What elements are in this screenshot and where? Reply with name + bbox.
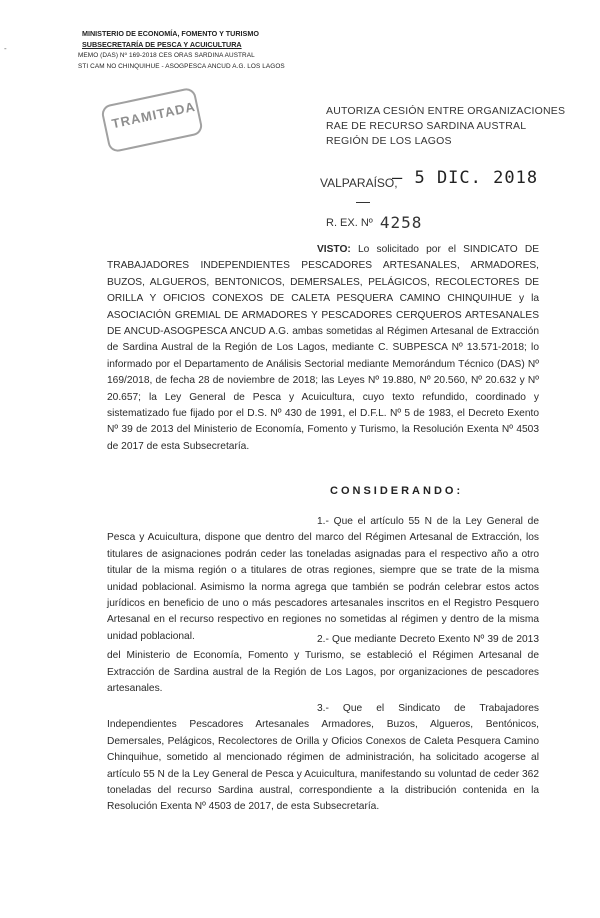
considerando-item-2 bbox=[107, 632, 539, 698]
resolution-mark bbox=[356, 202, 370, 203]
place-label: VALPARAÍSO, bbox=[320, 176, 398, 190]
document-date: – 5 DIC. 2018 bbox=[392, 168, 539, 188]
considerando-text: 1.- Que el artículo 55 N de la Ley General de Pesca y Acuicultura, dispone que dentro del marco del Régimen Artesanal de Extracción, los titulares de asignaciones podrán ceder las toneladas asignadas para el respectivo año a otro titular de la misma región o a titulares de otras regiones, siempre que se trate de la misma unidad poblacional. Asimismo la norma agrega que también se podrán celebrar estos actos jurídicos en beneficio de uno o más pescadores artesanales inscritos en el Registro Pesquero Artesanal en el recurso respectivo en regiones no sometidas al régimen y dentro de la misma unidad poblacional. bbox=[107, 516, 539, 642]
tramitada-stamp bbox=[100, 87, 204, 154]
memo-reference: MEMO (DAS) Nº 169-2018 CES ORAS SARDINA AUSTRAL bbox=[78, 52, 255, 59]
resolution-number bbox=[326, 211, 422, 230]
visto-label: VISTO: bbox=[317, 244, 351, 255]
resolution-value: 4258 bbox=[379, 213, 423, 232]
considerando-text: 2.- Que mediante Decreto Exento Nº 39 de 2013 del Ministerio de Economía, Fomento y Turismo, se estableció el Régimen Artesanal de Extracción de Sardina austral de la Región de Los Lagos, por organizaciones de pescadores artesanales. bbox=[107, 634, 539, 695]
considerando-item-3 bbox=[107, 701, 539, 816]
letterhead bbox=[78, 28, 318, 72]
considerando-title: CONSIDERANDO: bbox=[330, 485, 464, 497]
stamp-text: TRAMITADA bbox=[110, 98, 197, 132]
considerando-text: 3.- Que el Sindicato de Trabajadores Independientes Pescadores Artesanales Armadores, Buzos, Algueros, Bentónicos, Demersales, Pelágicos, Recolectores de Orilla y Oficios Conexos de Caleta Pesquera Camino Chinquihue, sometido al mencionado régimen de administración, ha solicitado acogerse al artículo 55 N de la Ley General de Pesca y Acuicultura, manifestando su voluntad de ceder 362 toneladas del recurso Sardina austral, correspondiente a la distribución contenida en la Resolución Exenta Nº 4503 de 2017, de esta Subsecretaría. bbox=[107, 703, 539, 813]
ministry-name: MINISTERIO DE ECONOMÍA, FOMENTO Y TURISMO bbox=[82, 29, 259, 38]
visto-section bbox=[107, 242, 539, 455]
visto-text: Lo solicitado por el SINDICATO DE TRABAJADORES INDEPENDIENTES PESCADORES ARTESANALES, ARMADORES, BUZOS, ALGUEROS, BENTONICOS, DEMERSALES, PELÁGICOS, RECOLECTORES DE ORILLA Y OFICIOS CONEXOS DE CALETA PESQUERA CAMINO CHINQUIHUE y la ASOCIACIÓN GREMIAL DE ARMADORES Y PESCADORES CERQUEROS ARTESANALES DE ANCUD-ASOGPESCA ANCUD A.G. ambas sometidas al Régimen Artesanal de Extracción de Sardina Austral de la Región de Los Lagos, mediante C. SUBPESCA Nº 13.571-2018; lo informado por el Departamento de Análisis Sectorial mediante Memorándum Técnico (DAS) Nº 169/2018, de fecha 28 de noviembre de 2018; las Leyes Nº 19.880, Nº 20.560, Nº 20.632 y Nº 20.657; la Ley General de Pesca y Acuicultura, cuyo texto refundido, coordinado y sistematizado fue fijado por el D.S. Nº 430 de 1991, el D.F.L. Nº 5 de 1983, el Decreto Exento Nº 39 de 2013 del Ministerio de Economía, Fomento y Turismo, la Resolución Exenta Nº 4503 de 2017 de esta Subsecretaría. bbox=[107, 244, 539, 452]
file-reference: STI CAM NO CHINQUIHUE - ASOGPESCA ANCUD A.G. LOS LAGOS bbox=[78, 63, 285, 70]
subsecretaria-name: SUBSECRETARÍA DE PESCA Y ACUICULTURA bbox=[82, 40, 242, 49]
considerando-item-1 bbox=[107, 514, 539, 645]
resolution-label: R. EX. Nº bbox=[326, 217, 373, 229]
document-subject: AUTORIZA CESIÓN ENTRE ORGANIZACIONES RAE DE RECURSO SARDINA AUSTRAL REGIÓN DE LOS LAGOS bbox=[326, 105, 566, 147]
margin-mark: - bbox=[4, 44, 7, 53]
